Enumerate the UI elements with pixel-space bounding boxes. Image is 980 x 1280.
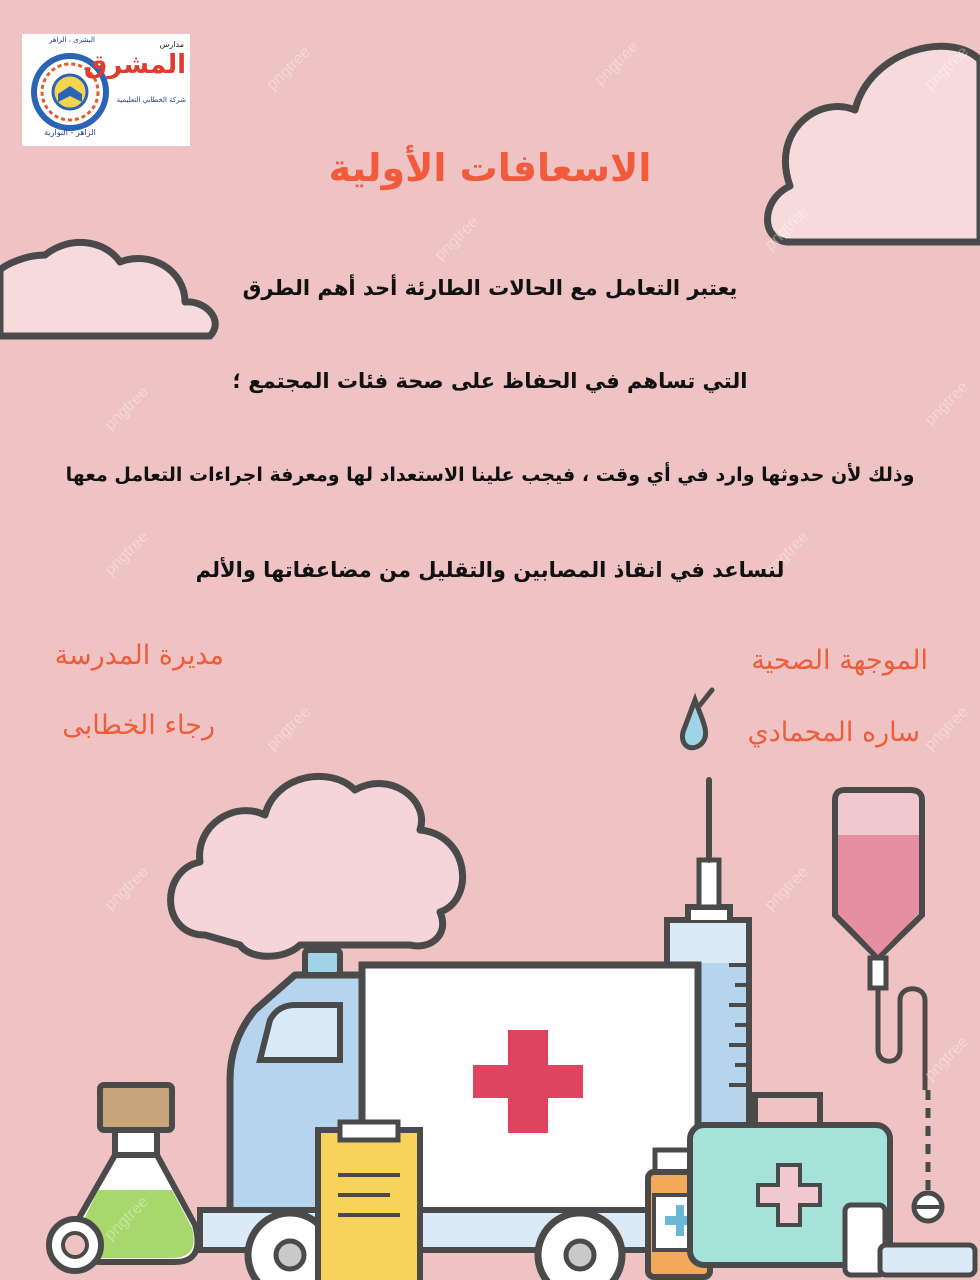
- logo-name: المشرق: [84, 50, 186, 80]
- watermark-text: pngtree: [921, 703, 972, 754]
- page-title: الاسعافات الأولية: [328, 146, 652, 190]
- watermark-text: pngtree: [591, 1033, 642, 1084]
- watermark-text: pngtree: [101, 528, 152, 579]
- paragraph-line-2: التي تساهم في الحفاظ على صحة فئات المجتمع ؛: [232, 369, 748, 393]
- logo-arc-text: البشرى ، الزاهر: [49, 36, 95, 44]
- watermark-text: pngtree: [101, 1193, 152, 1244]
- smoke-cloud: [171, 776, 463, 956]
- health-supervisor-role: الموجهة الصحية: [751, 645, 928, 676]
- principal-role: مديرة المدرسة: [54, 640, 224, 671]
- watermark-text: pngtree: [263, 703, 314, 754]
- logo-company: شركة الخطابي التعليمية: [116, 96, 186, 104]
- watermark-text: pngtree: [101, 863, 152, 914]
- logo-bottom-text: الزاهر - النوارية: [44, 128, 96, 137]
- watermark-text: pngtree: [761, 203, 812, 254]
- paragraph-line-3: وذلك لأن حدوثها وارد في أي وقت ، فيجب علينا الاستعداد لها ومعرفة اجراءات التعامل معها: [65, 464, 915, 486]
- paragraph-line-4: لنساعد في انقاذ المصابين والتقليل من مضاعفاتها والألم: [195, 558, 785, 582]
- watermark-text: pngtree: [101, 383, 152, 434]
- health-supervisor-name: ساره المحمادي: [747, 717, 920, 748]
- principal-name: رجاء الخطابى: [62, 710, 215, 741]
- logo-top-text: مدارس: [159, 40, 184, 49]
- paragraph-line-1: يعتبر التعامل مع الحالات الطارئة أحد أهم الطرق: [242, 276, 738, 300]
- watermark-text: pngtree: [921, 1033, 972, 1084]
- watermark-text: pngtree: [761, 863, 812, 914]
- ambulance: [200, 950, 700, 1280]
- watermark-text: pngtree: [761, 528, 812, 579]
- watermark-text: pngtree: [921, 378, 972, 429]
- watermark-text: pngtree: [921, 43, 972, 94]
- school-logo: [22, 34, 190, 146]
- watermark-text: pngtree: [591, 38, 642, 89]
- watermark-text: pngtree: [263, 43, 314, 94]
- clipboard: [318, 1122, 420, 1280]
- watermark-text: pngtree: [431, 213, 482, 264]
